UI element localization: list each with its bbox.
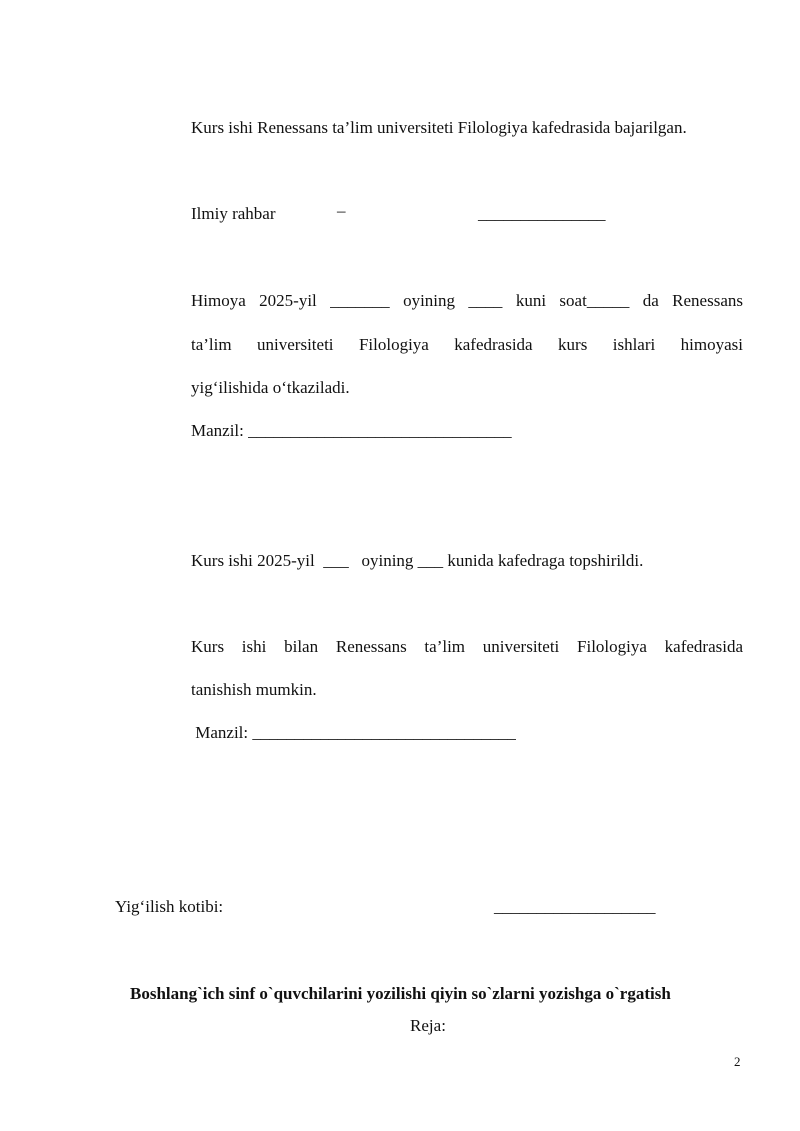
defense-address: Manzil: _______________________________ [191,421,512,440]
secretary-label: Yig‘ilish kotibi: [115,897,224,916]
submission-statement: Kurs ishi 2025-yil ___ oyining ___ kunida kafedraga topshirildi. [191,551,644,570]
defense-line-3: yig‘ilishida o‘tkaziladi. [191,378,350,397]
supervisor-dash: – [337,201,346,220]
review-line-1: Kurs ishi bilan Renessans ta’lim universiteti Filologiya kafedrasida [191,637,743,656]
page-number: 2 [734,1054,741,1069]
review-address: Manzil: _______________________________ [191,723,516,742]
plan-heading: Reja: [410,1016,446,1035]
supervisor-label: Ilmiy rahbar [191,204,276,223]
supervisor-signature-blank: _______________ [478,204,606,223]
defense-line-2: ta’lim universiteti Filologiya kafedrasida kurs ishlari himoyasi [191,335,743,354]
intro-statement: Kurs ishi Renessans ta’lim universiteti Filologiya kafedrasida bajarilgan. [191,118,687,137]
secretary-signature-blank: ___________________ [494,897,656,916]
review-line-2: tanishish mumkin. [191,680,317,699]
document-heading: Boshlang`ich sinf o`quvchilarini yozilishi qiyin so`zlarni yozishga o`rgatish [130,984,671,1003]
defense-line-1: Himoya 2025-yil _______ oyining ____ kuni soat_____ da Renessans [191,291,743,310]
